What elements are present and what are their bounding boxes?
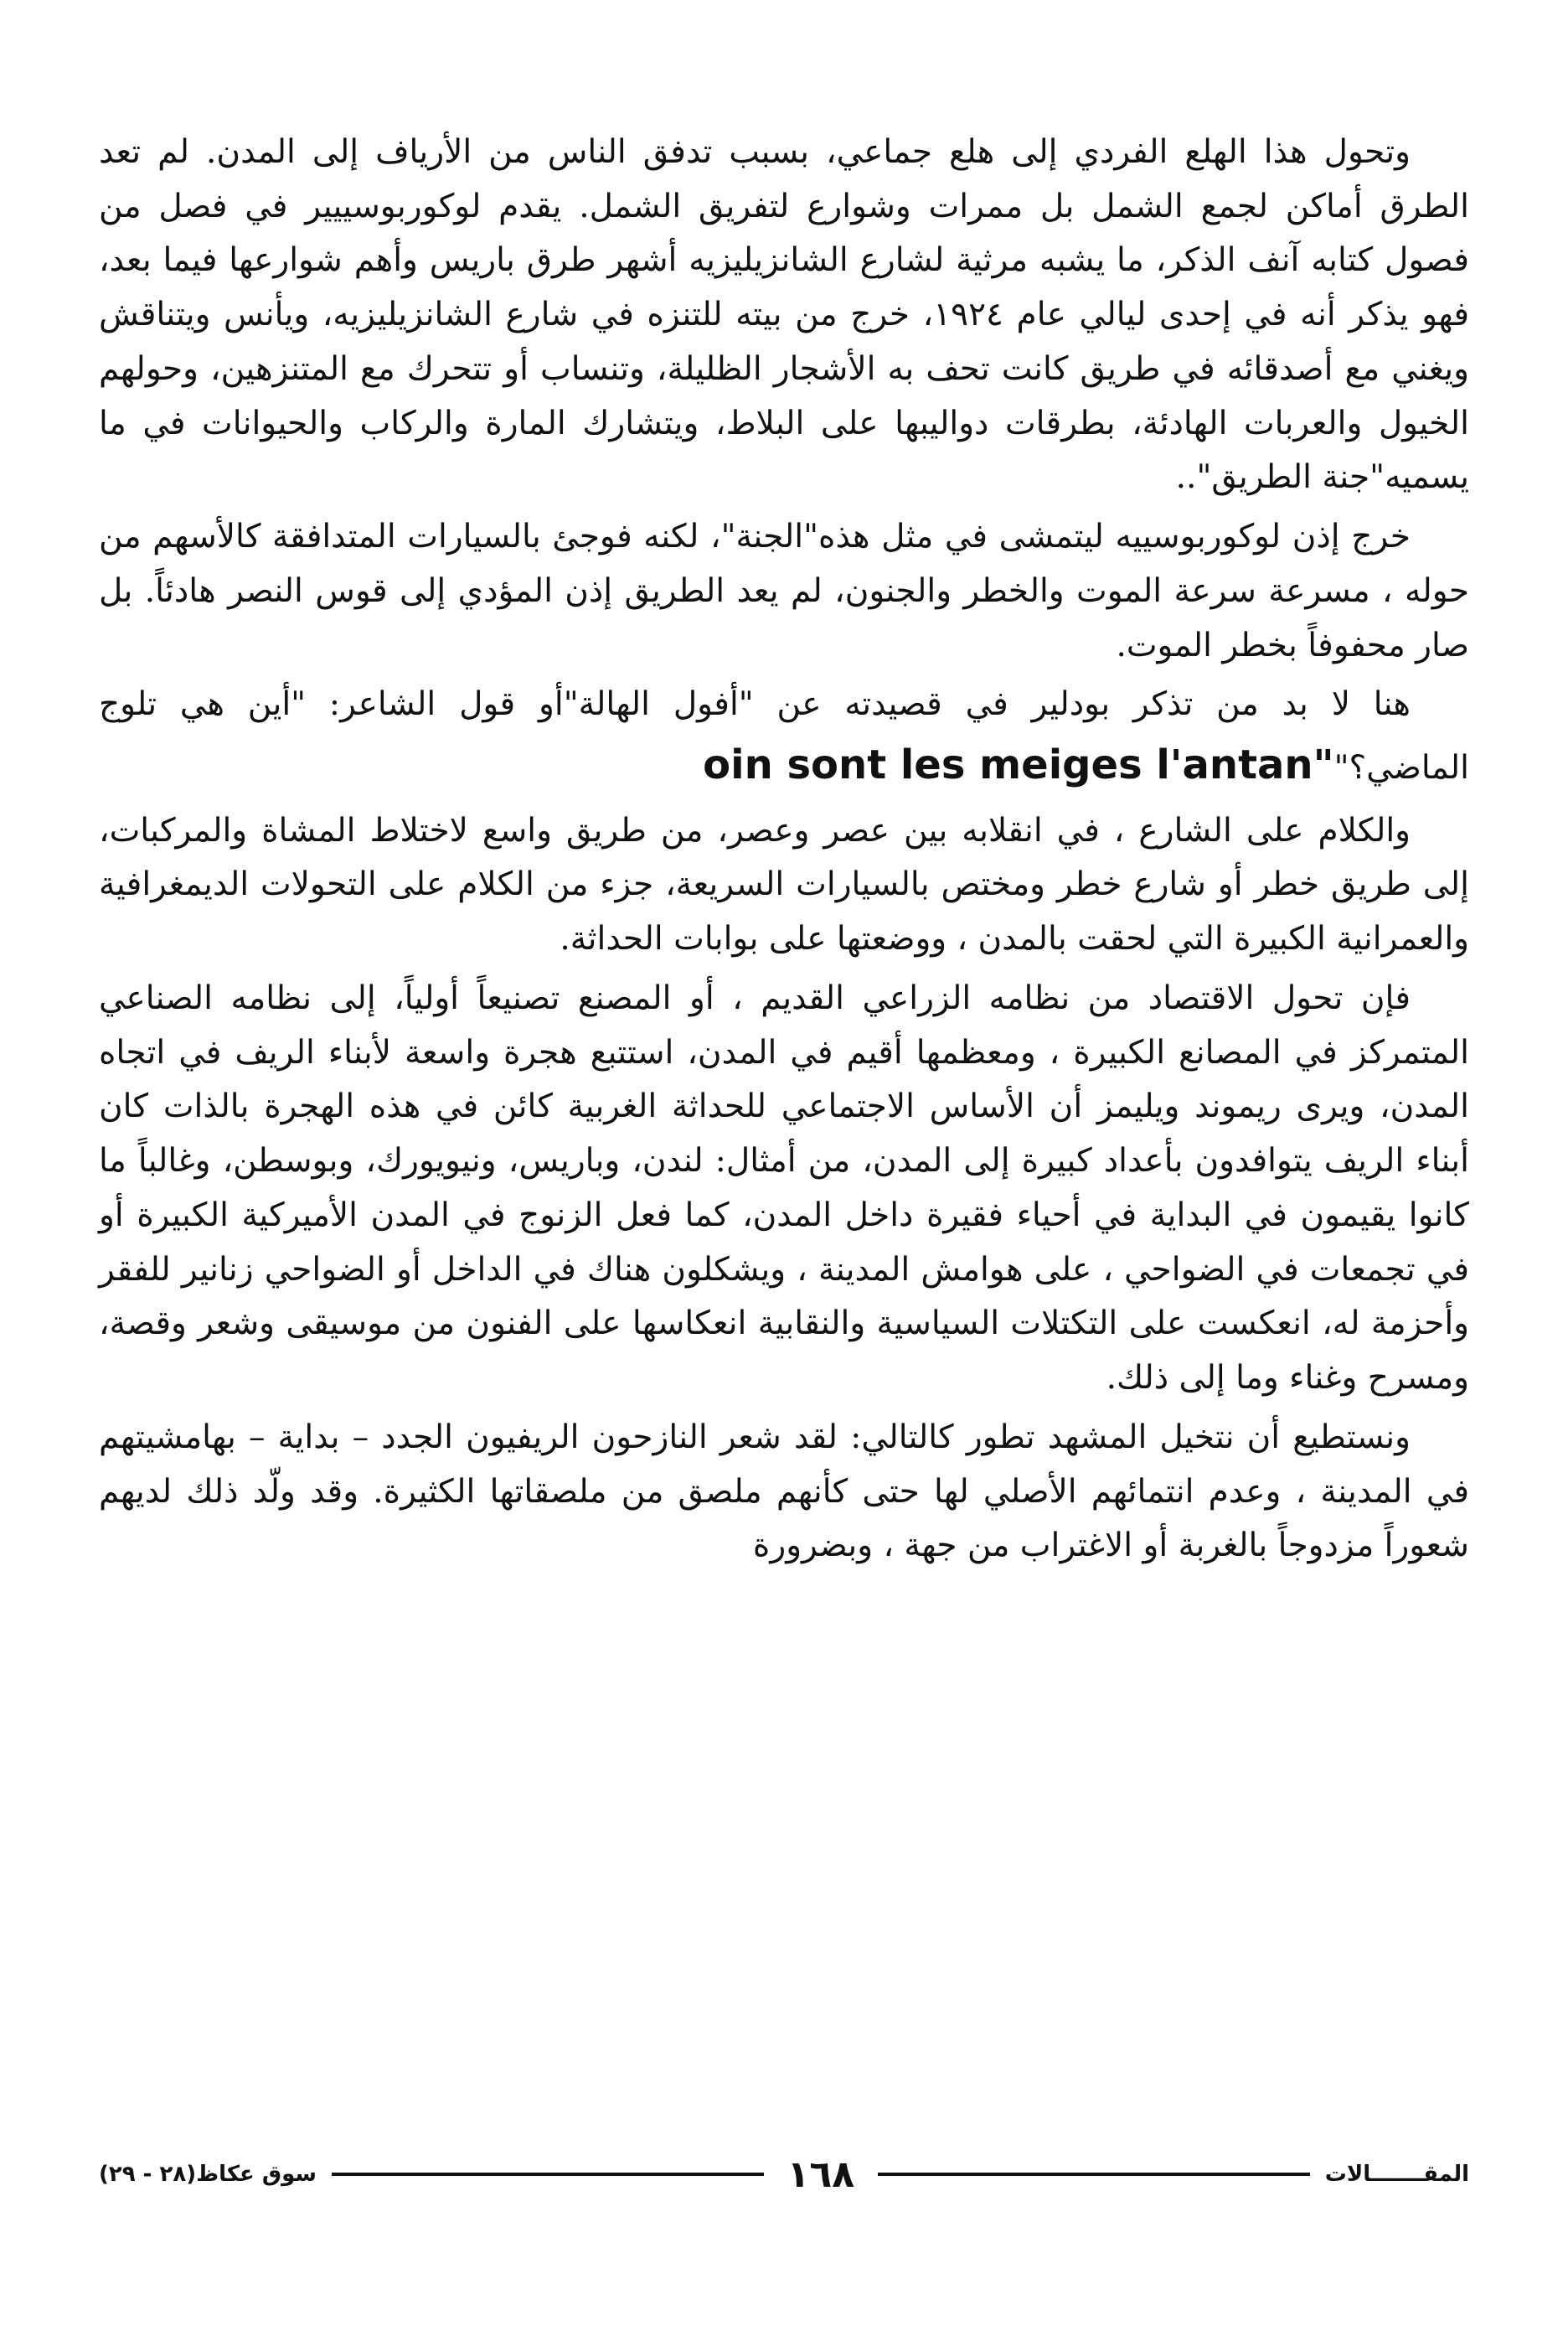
- paragraph: فإن تحول الاقتصاد من نظامه الزراعي القديم ، أو المصنع تصنيعاً أولياً، إلى نظامه الصناعي المتمركز في المصانع الكبيرة ، ومعظمها أقيم في المدن، استتبع هجرة واسعة لأبناء الريف في اتجاه المدن، ويرى ريموند ويليمز أن الأساس الاجتماعي للحداثة الغربية كائن في هذه الهجرة بالذات كان أبناء الريف يتوافدون بأعداد كبيرة إلى المدن، من أمثال: لندن، وباريس، ونيويورك، وبوسطن، وغالباً ما كانوا يقيمون في البداية في أحياء فقيرة داخل المدن، كما فعل الزنوج في المدن الأميركية الكبيرة أو في تجمعات في الضواحي ، على هوامش المدينة ، ويشكلون هناك في الداخل أو الضواحي زنانير للفقر وأحزمة له، انعكست على التكتلات السياسية والنقابية انعكاسها على الفنون من موسيقى وشعر وقصة، ومسرح وغناء وما إلى ذلك.: [99, 979, 1469, 1398]
- quote-paragraph: [99, 678, 1469, 798]
- french-quote: oin sont les meiges l'antan": [703, 742, 1334, 789]
- footer-rule: [878, 2173, 1310, 2176]
- journal-issue: سوق عكاظ(٢٨ - ٢٩): [98, 2162, 317, 2187]
- page-number: ١٦٨: [787, 2152, 855, 2196]
- quote-arabic-text: هنا لا بد من تذكر بودلير في قصيدته عن "أفول الهالة"أو قول الشاعر: "أين هي تلوج الماضي؟": [99, 685, 1469, 788]
- section-name: المقـــــــالات: [1324, 2162, 1469, 2187]
- paragraph: والكلام على الشارع ، في انقلابه بين عصر وعصر، من طريق واسع لاختلاط المشاة والمركبات، إلى طريق خطر أو شارع خطر ومختص بالسيارات السريعة، جزء من الكلام على التحولات الديمغرافية والعمرانية الكبيرة التي لحقت بالمدن ، ووضعتها على بوابات الحداثة.: [99, 811, 1469, 959]
- paragraph: وتحول هذا الهلع الفردي إلى هلع جماعي، بسبب تدفق الناس من الأرياف إلى المدن. لم تعد الطرق أماكن لجمع الشمل بل ممرات وشوارع لتفريق الشمل. يقدم لوكوربوسييير في فصل من فصول كتابه آنف الذكر، ما يشبه مرثية لشارع الشانزيليزيه أشهر طرق باريس وأهم شوارعها فيما بعد، فهو يذكر أنه في إحدى ليالي عام ١٩٢٤، خرج من بيته للتنزه في شارع الشانزيليزيه، ويأنس ويتناقش ويغني مع أصدقائه في طريق كانت تحف به الأشجار الظليلة، وتنساب أو تتحرك مع المتنزهين، وحولهم الخيول والعربات الهادئة، بطرقات دواليبها على البلاط، ويتشارك المارة والركاب والحيوانات في ما يسميه"جنة الطريق"..: [99, 133, 1469, 497]
- article-body: [99, 126, 1469, 1579]
- paragraph: خرج إذن لوكوربوسييه ليتمشى في مثل هذه"الجنة"، لكنه فوجئ بالسيارات المتدافقة كالأسهم من حوله ، مسرعة سرعة الموت والخطر والجنون، لم يعد الطريق إذن المؤدي إلى قوس النصر هادئاً. بل صار محفوفاً بخطر الموت.: [99, 518, 1469, 664]
- footer-rule: [332, 2173, 764, 2176]
- paragraph: ونستطيع أن نتخيل المشهد تطور كالتالي: لقد شعر النازحون الريفيون الجدد – بداية – بهامشيتهم في المدينة ، وعدم انتمائهم الأصلي لها حتى كأنهم ملصق من ملصقاتها الكثيرة. وقد ولّد ذلك لديهم شعوراً مزدوجاً بالغربة أو الاغتراب من جهة ، وبضرورة: [99, 1418, 1469, 1565]
- page-footer: [99, 2149, 1469, 2199]
